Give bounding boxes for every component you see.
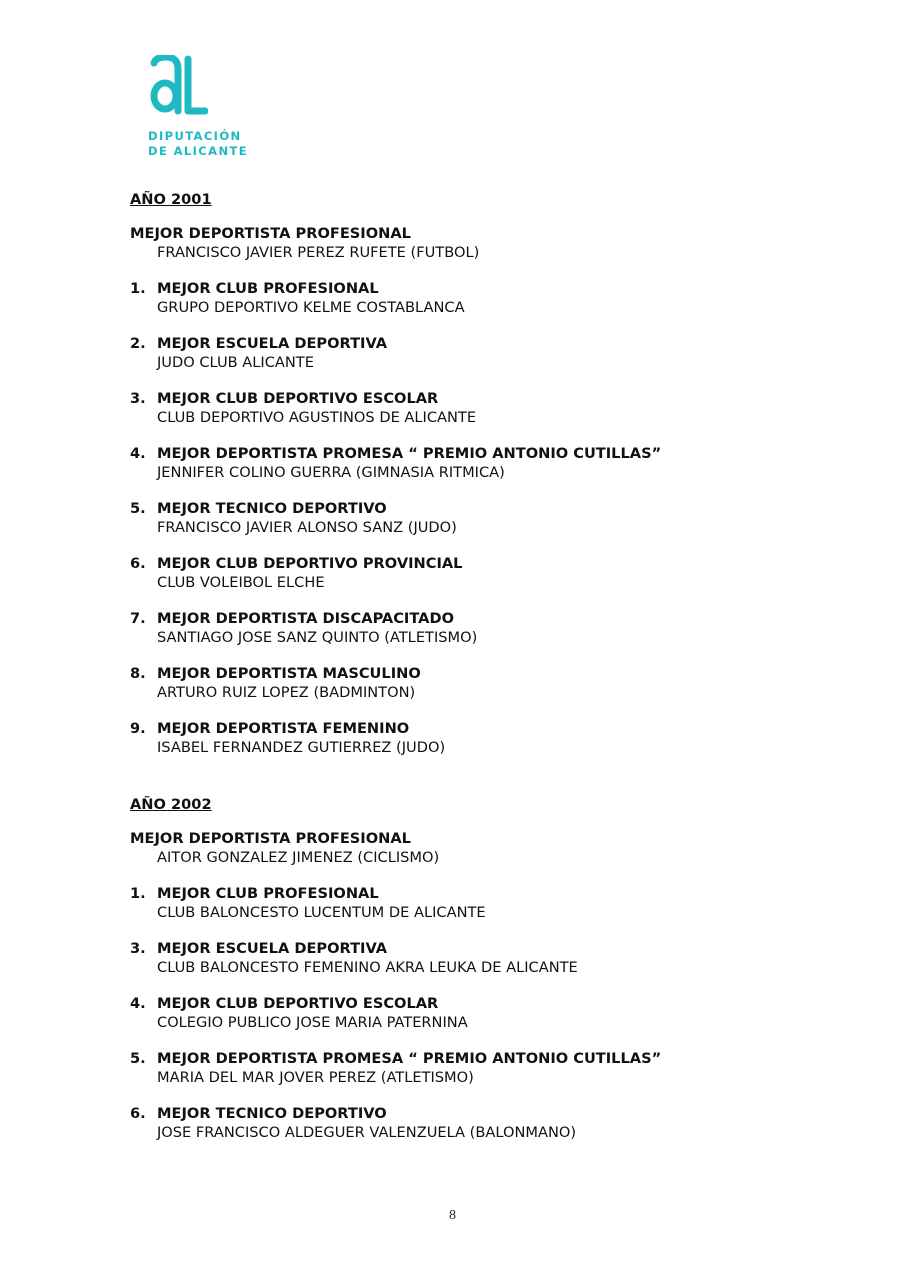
- award-entry: [130, 555, 830, 592]
- award-winner: MARIA DEL MAR JOVER PEREZ (ATLETISMO): [157, 1068, 474, 1086]
- award-winner: JUDO CLUB ALICANTE: [157, 353, 314, 371]
- award-winner: ARTURO RUIZ LOPEZ (BADMINTON): [157, 683, 416, 701]
- award-winner: JENNIFER COLINO GUERRA (GIMNASIA RITMICA): [157, 463, 505, 481]
- section-spacer: [130, 757, 830, 793]
- award-winner: ISABEL FERNANDEZ GUTIERREZ (JUDO): [157, 738, 446, 756]
- award-title: MEJOR CLUB DEPORTIVO ESCOLAR: [157, 390, 439, 407]
- award-number: 3.: [130, 390, 146, 407]
- award-title: MEJOR CLUB DEPORTIVO ESCOLAR: [157, 995, 439, 1012]
- award-number: 1.: [130, 885, 146, 902]
- award-number: 3.: [130, 940, 146, 957]
- award-title: MEJOR DEPORTISTA PROMESA “ PREMIO ANTONIO CUTILLAS”: [157, 445, 662, 462]
- award-winner: SANTIAGO JOSE SANZ QUINTO (ATLETISMO): [157, 628, 478, 646]
- award-title: MEJOR DEPORTISTA PROMESA “ PREMIO ANTONIO CUTILLAS”: [157, 1050, 662, 1067]
- award-number: 2.: [130, 335, 146, 352]
- year-section-2001: [130, 188, 830, 757]
- award-entry: [130, 390, 830, 427]
- diputacion-alicante-logo: [148, 55, 248, 159]
- award-winner: JOSE FRANCISCO ALDEGUER VALENZUELA (BALONMANO): [157, 1123, 577, 1141]
- award-winner: FRANCISCO JAVIER PEREZ RUFETE (FUTBOL): [157, 243, 480, 261]
- award-title: MEJOR ESCUELA DEPORTIVA: [157, 335, 388, 352]
- award-entry: [130, 1050, 830, 1087]
- award-winner: CLUB VOLEIBOL ELCHE: [157, 573, 325, 591]
- logo-text: [148, 129, 248, 159]
- award-title: MEJOR DEPORTISTA MASCULINO: [157, 665, 421, 682]
- award-winner: CLUB BALONCESTO LUCENTUM DE ALICANTE: [157, 903, 486, 921]
- award-entry: [130, 500, 830, 537]
- award-entry: [130, 280, 830, 317]
- award-number: 5.: [130, 1050, 146, 1067]
- logo-mark-icon: [148, 55, 208, 117]
- award-title: MEJOR DEPORTISTA PROFESIONAL: [130, 225, 411, 242]
- award-entry: [130, 335, 830, 372]
- year-heading: AÑO 2002: [130, 796, 212, 813]
- award-title: MEJOR TECNICO DEPORTIVO: [157, 500, 387, 517]
- award-number: 4.: [130, 995, 146, 1012]
- award-winner: GRUPO DEPORTIVO KELME COSTABLANCA: [157, 298, 465, 316]
- award-title: MEJOR CLUB DEPORTIVO PROVINCIAL: [157, 555, 463, 572]
- award-number: 6.: [130, 555, 146, 572]
- page-number: 8: [449, 1208, 456, 1223]
- award-entry: [130, 885, 830, 922]
- award-title: MEJOR DEPORTISTA PROFESIONAL: [130, 830, 411, 847]
- award-number: 4.: [130, 445, 146, 462]
- award-entry: [130, 830, 830, 867]
- logo-text-line1: DIPUTACIÓN: [148, 129, 242, 143]
- award-number: 5.: [130, 500, 146, 517]
- award-number: 8.: [130, 665, 146, 682]
- award-title: MEJOR CLUB PROFESIONAL: [157, 885, 379, 902]
- award-winner: AITOR GONZALEZ JIMENEZ (CICLISMO): [157, 848, 440, 866]
- award-entry: [130, 665, 830, 702]
- award-title: MEJOR DEPORTISTA DISCAPACITADO: [157, 610, 454, 627]
- year-section-2002: [130, 793, 830, 1142]
- award-number: 9.: [130, 720, 146, 737]
- logo-text-line2: DE ALICANTE: [148, 144, 248, 158]
- award-entry: [130, 445, 830, 482]
- award-entry: [130, 720, 830, 757]
- award-title: MEJOR DEPORTISTA FEMENINO: [157, 720, 410, 737]
- award-number: 1.: [130, 280, 146, 297]
- award-winner: CLUB DEPORTIVO AGUSTINOS DE ALICANTE: [157, 408, 477, 426]
- award-entry: [130, 610, 830, 647]
- awards-list: [130, 188, 830, 1142]
- award-number: 6.: [130, 1105, 146, 1122]
- award-title: MEJOR TECNICO DEPORTIVO: [157, 1105, 387, 1122]
- award-winner: COLEGIO PUBLICO JOSE MARIA PATERNINA: [157, 1013, 468, 1031]
- year-heading: AÑO 2001: [130, 191, 212, 208]
- award-entry: [130, 995, 830, 1032]
- award-title: MEJOR ESCUELA DEPORTIVA: [157, 940, 388, 957]
- award-entry: [130, 225, 830, 262]
- award-entry: [130, 1105, 830, 1142]
- award-winner: FRANCISCO JAVIER ALONSO SANZ (JUDO): [157, 518, 457, 536]
- award-entry: [130, 940, 830, 977]
- award-title: MEJOR CLUB PROFESIONAL: [157, 280, 379, 297]
- award-number: 7.: [130, 610, 146, 627]
- award-winner: CLUB BALONCESTO FEMENINO AKRA LEUKA DE ALICANTE: [157, 958, 578, 976]
